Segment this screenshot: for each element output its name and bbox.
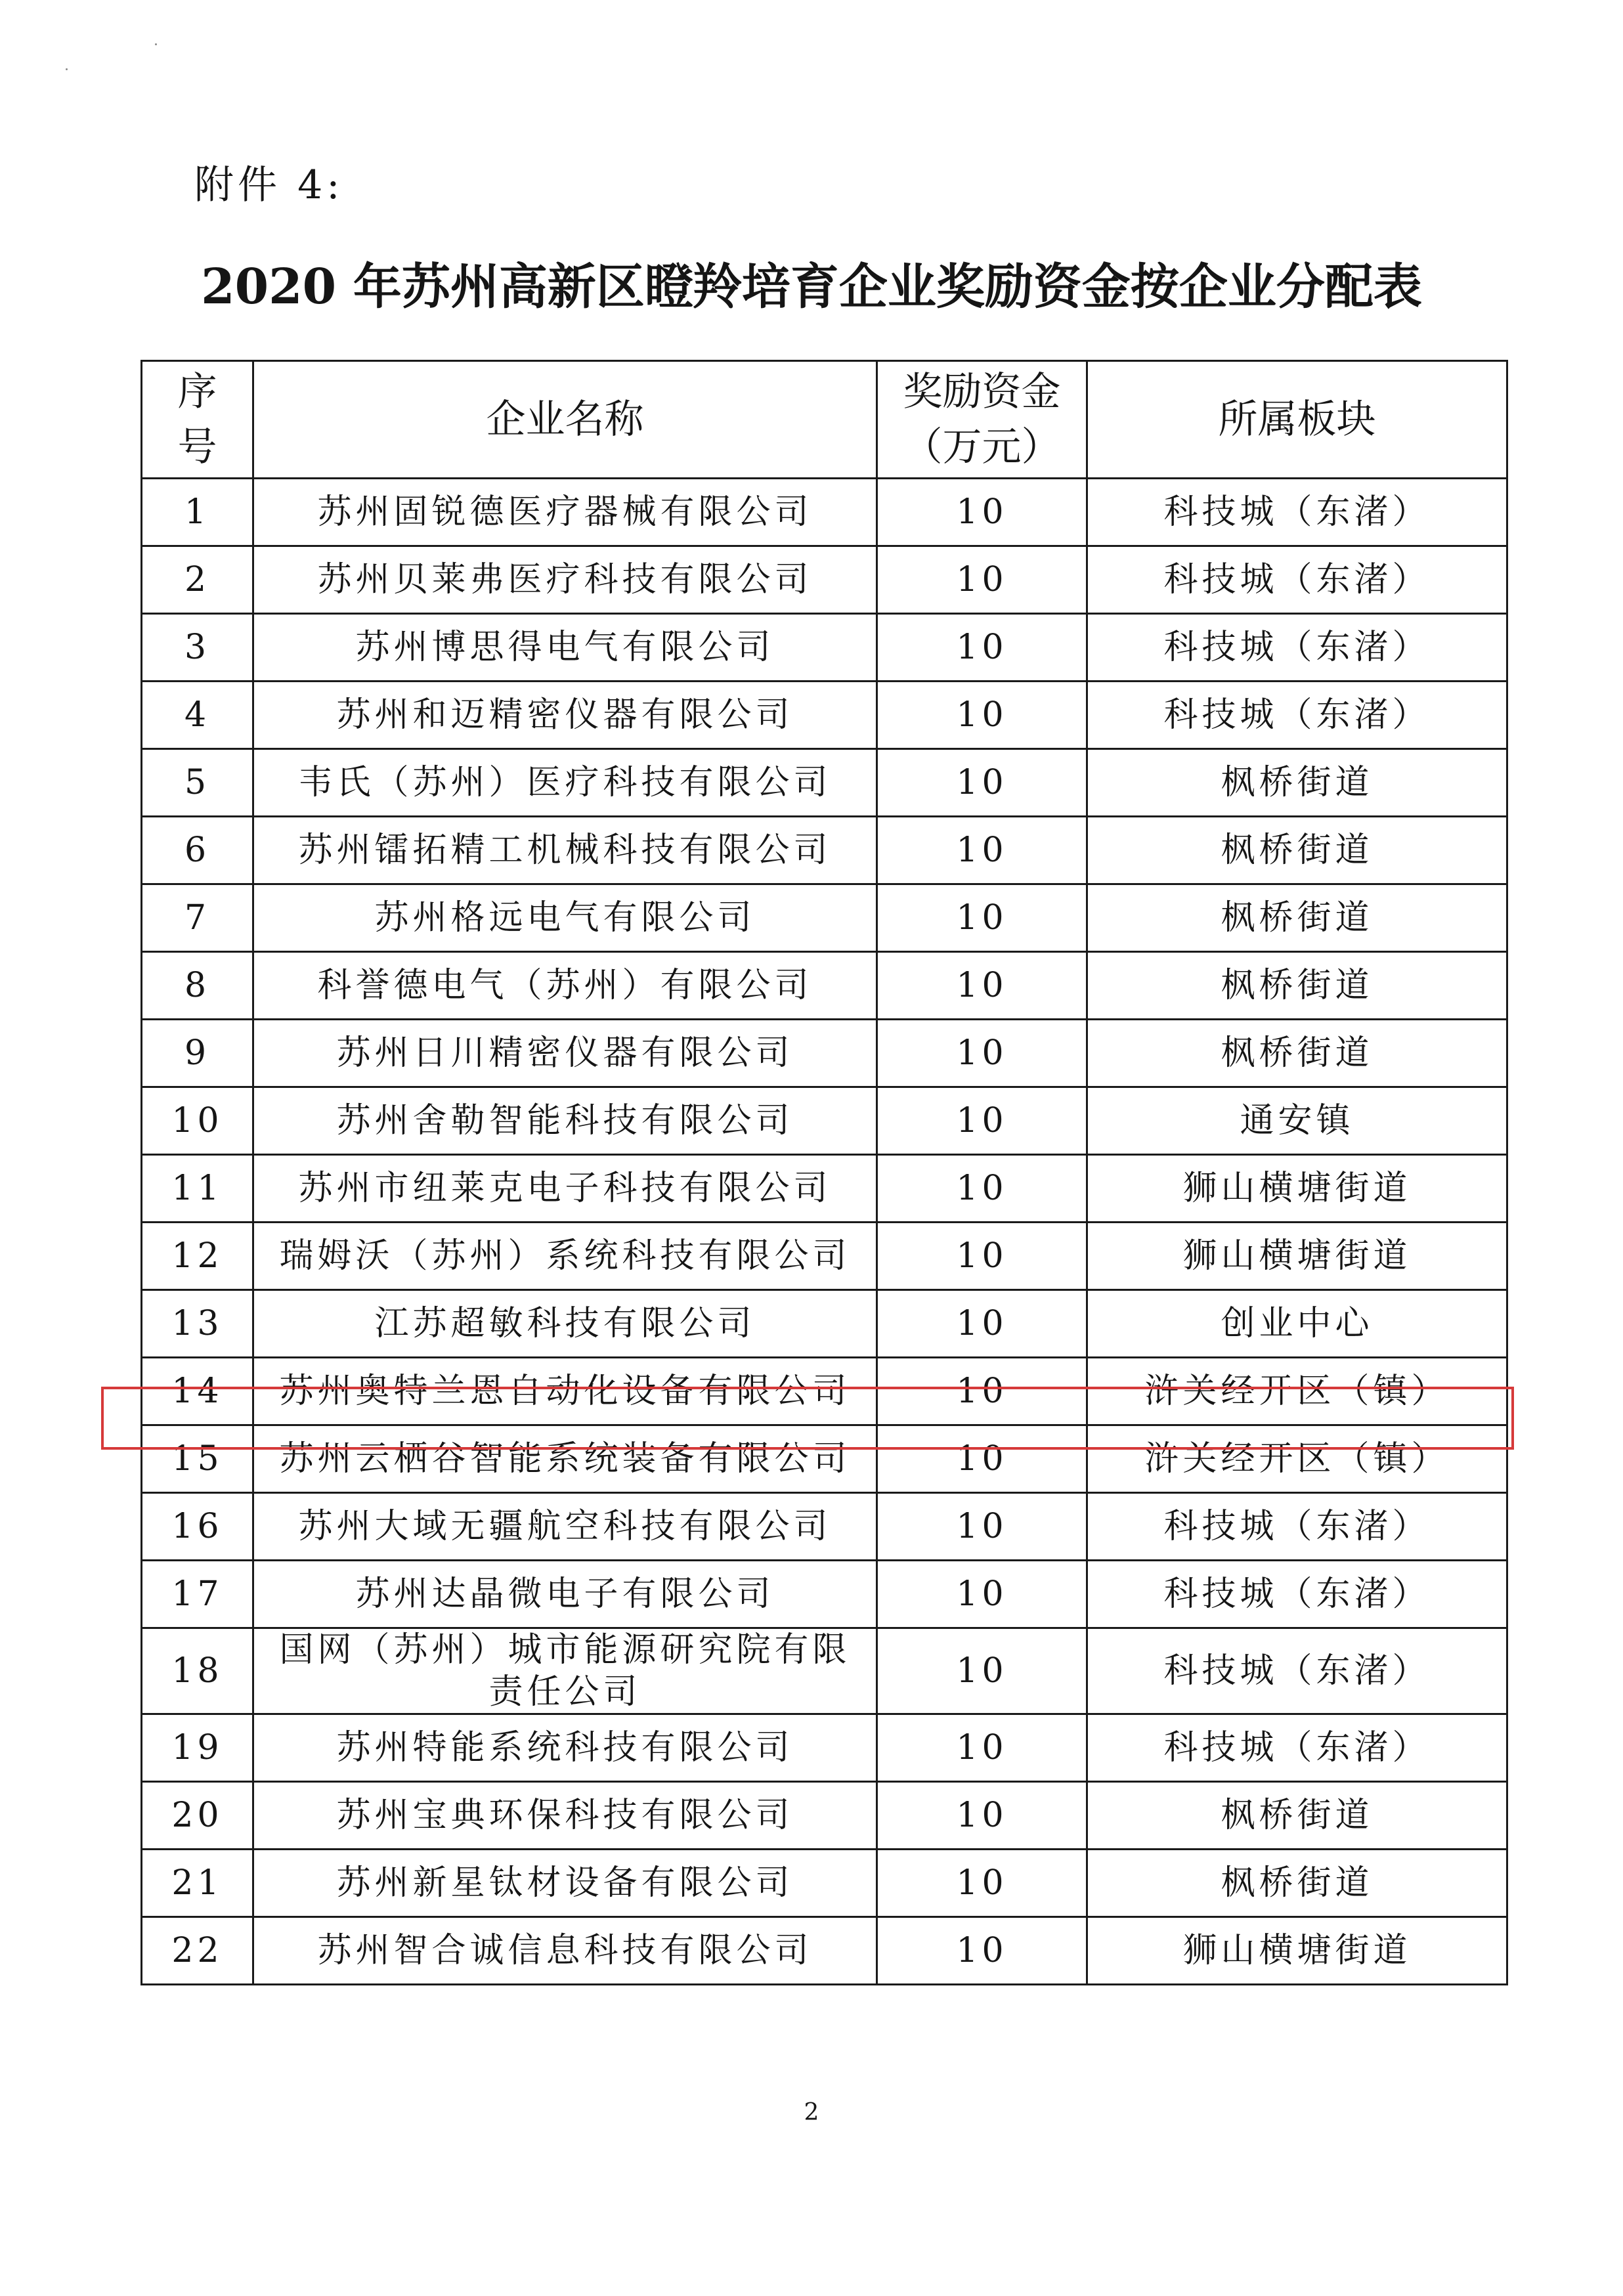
cell-company-name: 苏州博思得电气有限公司 — [253, 614, 877, 682]
cell-company-name: 苏州贝莱弗医疗科技有限公司 — [253, 546, 877, 614]
cell-serial-no: 1 — [142, 479, 253, 546]
cell-serial-no: 6 — [142, 817, 253, 884]
cell-company-name: 苏州格远电气有限公司 — [253, 884, 877, 952]
table-row — [142, 682, 1507, 749]
table-header-row — [142, 361, 1507, 479]
cell-district: 枫桥街道 — [1087, 1020, 1507, 1087]
cell-district: 狮山横塘街道 — [1087, 1155, 1507, 1223]
cell-company-name: 苏州舍勒智能科技有限公司 — [253, 1087, 877, 1155]
cell-serial-no: 12 — [142, 1223, 253, 1290]
cell-company-name: 韦氏（苏州）医疗科技有限公司 — [253, 749, 877, 817]
cell-district: 创业中心 — [1087, 1290, 1507, 1358]
cell-serial-no: 5 — [142, 749, 253, 817]
cell-serial-no: 13 — [142, 1290, 253, 1358]
cell-serial-no: 10 — [142, 1087, 253, 1155]
row-highlight-box — [101, 1387, 1514, 1450]
cell-serial-no: 16 — [142, 1493, 253, 1561]
cell-reward-amount: 10 — [877, 884, 1087, 952]
cell-reward-amount: 10 — [877, 1087, 1087, 1155]
cell-district: 枫桥街道 — [1087, 884, 1507, 952]
cell-serial-no: 20 — [142, 1782, 253, 1850]
cell-district: 枫桥街道 — [1087, 1782, 1507, 1850]
cell-company-name: 苏州云栖谷智能系统装备有限公司 — [253, 1425, 877, 1493]
table-row — [142, 479, 1507, 546]
header-serial-no-line1: 序 — [177, 369, 217, 415]
cell-company-name: 苏州大域无疆航空科技有限公司 — [253, 1493, 877, 1561]
cell-reward-amount: 10 — [877, 1493, 1087, 1561]
cell-district: 枫桥街道 — [1087, 817, 1507, 884]
cell-serial-no: 7 — [142, 884, 253, 952]
cell-company-name: 苏州达晶微电子有限公司 — [253, 1561, 877, 1628]
cell-reward-amount: 10 — [877, 1850, 1087, 1917]
table-row — [142, 749, 1507, 817]
table-row — [142, 1628, 1507, 1714]
attachment-label: 附件 4: — [194, 162, 344, 208]
cell-reward-amount: 10 — [877, 1223, 1087, 1290]
cell-serial-no: 18 — [142, 1628, 253, 1714]
table-row — [142, 817, 1507, 884]
cell-reward-amount: 10 — [877, 1020, 1087, 1087]
header-serial-no — [142, 361, 253, 479]
table-row — [142, 546, 1507, 614]
cell-district: 科技城（东渚） — [1087, 1493, 1507, 1561]
table-row — [142, 1917, 1507, 1985]
cell-reward-amount: 10 — [877, 479, 1087, 546]
cell-reward-amount: 10 — [877, 682, 1087, 749]
cell-company-name: 苏州新星钛材设备有限公司 — [253, 1850, 877, 1917]
cell-company-name: 江苏超敏科技有限公司 — [253, 1290, 877, 1358]
table-row — [142, 1493, 1507, 1561]
cell-reward-amount: 10 — [877, 1358, 1087, 1425]
cell-company-name: 苏州特能系统科技有限公司 — [253, 1714, 877, 1782]
table-row — [142, 1850, 1507, 1917]
header-reward-amount — [877, 361, 1087, 479]
table-row — [142, 884, 1507, 952]
cell-reward-amount: 10 — [877, 1290, 1087, 1358]
cell-district: 浒关经开区（镇） — [1087, 1358, 1507, 1425]
cell-serial-no: 21 — [142, 1850, 253, 1917]
table-row — [142, 1561, 1507, 1628]
header-serial-no-line2: 号 — [177, 424, 217, 470]
cell-district: 枫桥街道 — [1087, 952, 1507, 1020]
cell-reward-amount: 10 — [877, 1561, 1087, 1628]
cell-company-name: 苏州镭拓精工机械科技有限公司 — [253, 817, 877, 884]
cell-serial-no: 4 — [142, 682, 253, 749]
cell-reward-amount: 10 — [877, 546, 1087, 614]
cell-serial-no: 22 — [142, 1917, 253, 1985]
cell-reward-amount: 10 — [877, 1425, 1087, 1493]
cell-company-name: 苏州智合诚信息科技有限公司 — [253, 1917, 877, 1985]
table-row — [142, 1020, 1507, 1087]
cell-reward-amount: 10 — [877, 749, 1087, 817]
cell-serial-no: 3 — [142, 614, 253, 682]
page-number: 2 — [804, 2099, 819, 2126]
cell-reward-amount: 10 — [877, 1782, 1087, 1850]
cell-serial-no: 19 — [142, 1714, 253, 1782]
cell-company-name: 瑞姆沃（苏州）系统科技有限公司 — [253, 1223, 877, 1290]
cell-district: 浒关经开区（镇） — [1087, 1425, 1507, 1493]
cell-serial-no: 2 — [142, 546, 253, 614]
scan-speck — [155, 43, 157, 45]
cell-serial-no: 14 — [142, 1358, 253, 1425]
cell-serial-no: 15 — [142, 1425, 253, 1493]
table-body — [142, 479, 1507, 1985]
cell-district: 科技城（东渚） — [1087, 1561, 1507, 1628]
header-company-name: 企业名称 — [253, 361, 877, 479]
cell-district: 科技城（东渚） — [1087, 1714, 1507, 1782]
cell-district: 科技城（东渚） — [1087, 479, 1507, 546]
allocation-table — [141, 360, 1508, 1985]
cell-serial-no: 11 — [142, 1155, 253, 1223]
cell-company-name: 苏州宝典环保科技有限公司 — [253, 1782, 877, 1850]
table-row — [142, 1714, 1507, 1782]
cell-company-name: 苏州市纽莱克电子科技有限公司 — [253, 1155, 877, 1223]
table-row — [142, 1290, 1507, 1358]
cell-serial-no: 9 — [142, 1020, 253, 1087]
cell-company-name: 苏州固锐德医疗器械有限公司 — [253, 479, 877, 546]
cell-district: 枫桥街道 — [1087, 1850, 1507, 1917]
cell-district: 通安镇 — [1087, 1087, 1507, 1155]
cell-district: 科技城（东渚） — [1087, 1628, 1507, 1714]
cell-company-name: 苏州和迈精密仪器有限公司 — [253, 682, 877, 749]
cell-company-name: 苏州奥特兰恩自动化设备有限公司 — [253, 1358, 877, 1425]
header-reward-amount-line1: 奖励资金 — [903, 369, 1061, 415]
cell-serial-no: 8 — [142, 952, 253, 1020]
cell-reward-amount: 10 — [877, 1917, 1087, 1985]
cell-company-name: 科誉德电气（苏州）有限公司 — [253, 952, 877, 1020]
header-reward-amount-line2: （万元） — [903, 424, 1061, 470]
cell-company-name: 国网（苏州）城市能源研究院有限责任公司 — [253, 1628, 877, 1714]
cell-reward-amount: 10 — [877, 1714, 1087, 1782]
cell-company-name: 苏州日川精密仪器有限公司 — [253, 1020, 877, 1087]
table-row — [142, 952, 1507, 1020]
cell-reward-amount: 10 — [877, 614, 1087, 682]
cell-district: 科技城（东渚） — [1087, 546, 1507, 614]
cell-reward-amount: 10 — [877, 952, 1087, 1020]
cell-reward-amount: 10 — [877, 817, 1087, 884]
scan-speck — [66, 68, 68, 70]
header-district: 所属板块 — [1087, 361, 1507, 479]
cell-district: 科技城（东渚） — [1087, 682, 1507, 749]
table-row — [142, 1782, 1507, 1850]
cell-district: 狮山横塘街道 — [1087, 1917, 1507, 1985]
table-row — [142, 1223, 1507, 1290]
cell-serial-no: 17 — [142, 1561, 253, 1628]
cell-reward-amount: 10 — [877, 1155, 1087, 1223]
cell-district: 科技城（东渚） — [1087, 614, 1507, 682]
cell-district: 枫桥街道 — [1087, 749, 1507, 817]
cell-reward-amount: 10 — [877, 1628, 1087, 1714]
document-title: 2020 年苏州高新区瞪羚培育企业奖励资金按企业分配表 — [201, 259, 1422, 315]
table-row — [142, 1087, 1507, 1155]
table-row — [142, 1155, 1507, 1223]
cell-district: 狮山横塘街道 — [1087, 1223, 1507, 1290]
table-row — [142, 614, 1507, 682]
